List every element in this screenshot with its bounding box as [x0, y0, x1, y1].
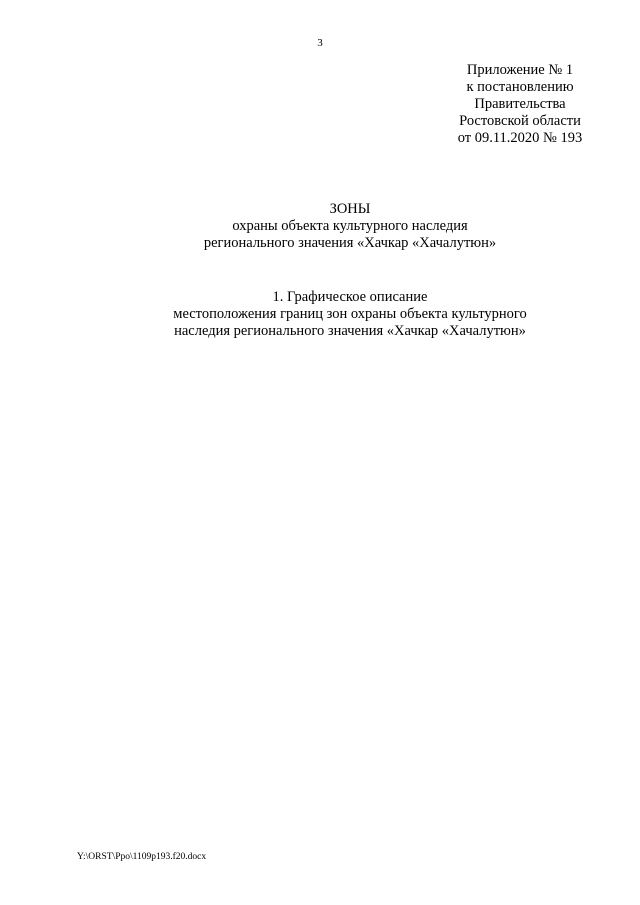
appendix-block — [400, 62, 640, 147]
appendix-line-region: Ростовской области — [459, 113, 581, 129]
section-heading — [0, 289, 640, 340]
appendix-line-government: Правительства — [474, 96, 566, 112]
section-line-3: наследия регионального значения «Хачкар «Хачалутюн» — [174, 323, 526, 339]
appendix-line-date-number: от 09.11.2020 № 193 — [457, 130, 583, 146]
title-heading: ЗОНЫ — [329, 201, 371, 217]
footer-file-path: Y:\ORST\Ppo\1109p193.f20.docx — [77, 852, 207, 862]
title-line-1: охраны объекта культурного наследия — [232, 218, 468, 234]
document-title — [0, 201, 640, 252]
appendix-line-title: Приложение № 1 — [466, 62, 574, 78]
section-line-1: 1. Графическое описание — [272, 289, 428, 305]
section-line-2: местоположения границ зон охраны объекта культурного — [173, 306, 527, 322]
page-number: 3 — [317, 37, 323, 49]
appendix-line-resolution: к постановлению — [466, 79, 574, 95]
title-line-2: регионального значения «Хачкар «Хачалутюн» — [203, 235, 497, 251]
